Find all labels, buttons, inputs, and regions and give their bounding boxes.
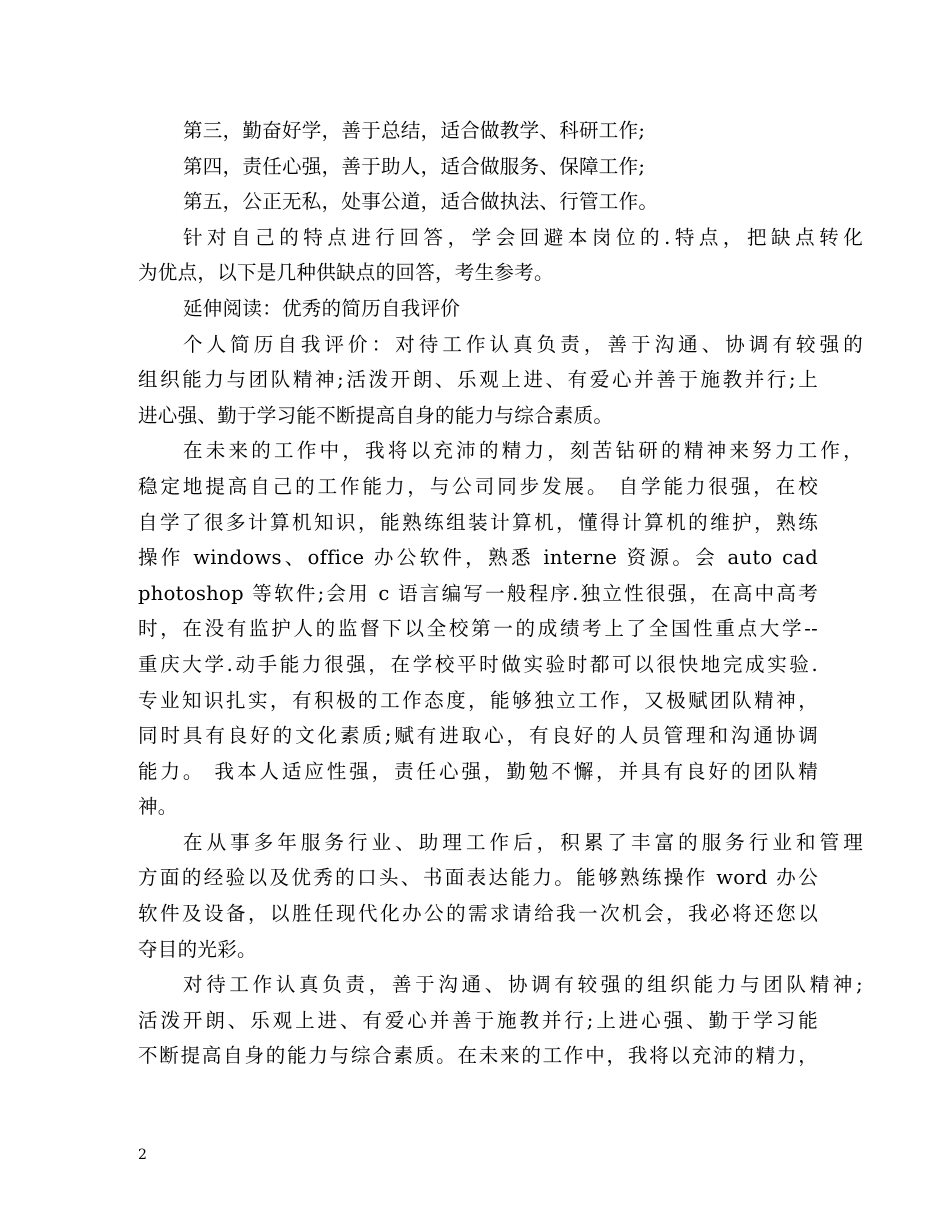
text-line: 操作 windows、office 办公软件，熟悉 interne 资源。会 auto cad xyxy=(138,546,818,570)
text-line: 为优点，以下是几种供缺点的回答，考生参考。 xyxy=(138,261,554,285)
text-line: 夺目的光彩。 xyxy=(138,937,257,961)
paragraph-3 xyxy=(138,184,818,220)
page-number: 2 xyxy=(138,1147,147,1163)
text-line: 在从事多年服务行业、助理工作后，积累了丰富的服务行业和管理 xyxy=(183,830,863,854)
paragraph-1 xyxy=(138,113,818,149)
text-line: 专业知识扎实，有积极的工作态度，能够独立工作，又极赋团队精神， xyxy=(138,688,818,712)
paragraph-7 xyxy=(138,433,863,825)
text-line: 在未来的工作中，我将以充沛的精力，刻苦钻研的精神来努力工作， xyxy=(183,439,863,463)
paragraph-8 xyxy=(138,825,863,967)
text-line: 第五，公正无私，处事公道，适合做执法、行管工作。 xyxy=(183,190,659,214)
text-line: 不断提高自身的能力与综合素质。在未来的工作中，我将以充沛的精力， xyxy=(138,1044,818,1068)
section-heading xyxy=(138,291,818,327)
paragraph-9 xyxy=(138,967,863,1074)
text-line: 活泼开朗、乐观上进、有爱心并善于施教并行;上进心强、勤于学习能 xyxy=(138,1008,818,1032)
text-line: 针对自己的特点进行回答，学会回避本岗位的.特点，把缺点转化 xyxy=(183,225,863,249)
text-line: 能力。 我本人适应性强，责任心强，勤勉不懈，并具有良好的团队精 xyxy=(138,759,818,783)
text-line: 第三，勤奋好学，善于总结，适合做教学、科研工作; xyxy=(183,119,646,142)
text-line: 延伸阅读：优秀的简历自我评价 xyxy=(183,296,461,320)
text-line: 方面的经验以及优秀的口头、书面表达能力。能够熟练操作 word 办公 xyxy=(138,866,818,890)
text-line: 进心强、勤于学习能不断提高自身的能力与综合素质。 xyxy=(138,403,614,427)
text-line: 第四，责任心强，善于助人，适合做服务、保障工作; xyxy=(183,154,646,178)
text-line: photoshop 等软件;会用 c 语言编写一般程序.独立性很强，在高中高考 xyxy=(138,581,818,605)
text-line: 个人简历自我评价：对待工作认真负责，善于沟通、协调有较强的 xyxy=(183,332,863,356)
text-line: 同时具有良好的文化素质;赋有进取心，有良好的人员管理和沟通协调 xyxy=(138,724,818,748)
paragraph-4 xyxy=(138,220,863,291)
text-line: 软件及设备，以胜任现代化办公的需求请给我一次机会，我必将还您以 xyxy=(138,902,818,926)
text-line: 重庆大学.动手能力很强，在学校平时做实验时都可以很快地完成实验. xyxy=(138,652,818,676)
text-line: 稳定地提高自己的工作能力，与公司同步发展。 自学能力很强，在校 xyxy=(138,474,818,498)
text-line: 时，在没有监护人的监督下以全校第一的成绩考上了全国性重点大学-- xyxy=(138,617,818,641)
paragraph-2 xyxy=(138,149,818,185)
paragraph-6 xyxy=(138,327,863,434)
text-line: 自学了很多计算机知识，能熟练组装计算机，懂得计算机的维护，熟练 xyxy=(138,510,818,534)
text-line: 神。 xyxy=(138,795,178,819)
text-line: 组织能力与团队精神;活泼开朗、乐观上进、有爱心并善于施教并行;上 xyxy=(138,368,818,392)
text-line: 对待工作认真负责，善于沟通、协调有较强的组织能力与团队精神; xyxy=(183,973,863,997)
document-body xyxy=(138,113,863,1074)
